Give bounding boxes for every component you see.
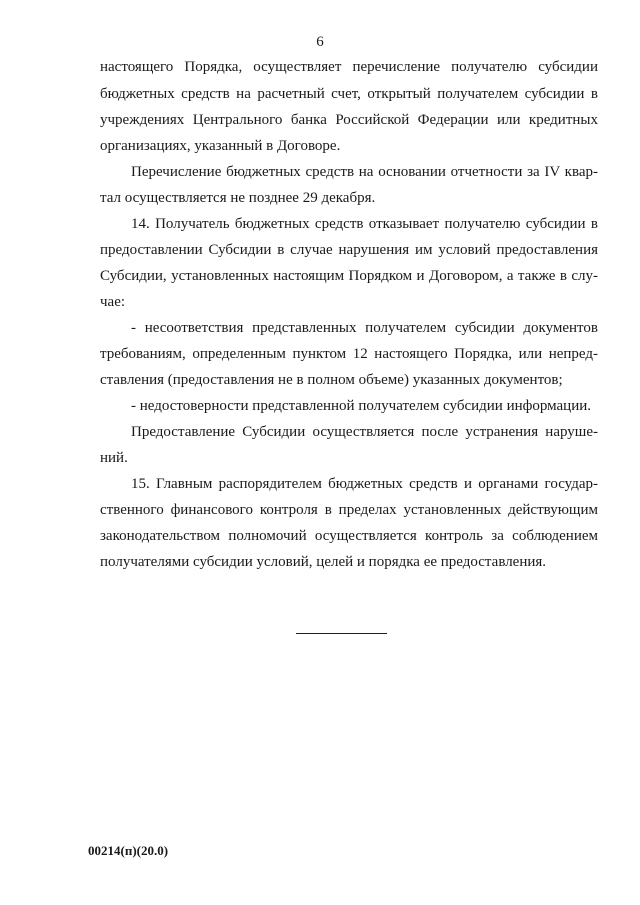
text-line: ственного финансового контроля в пределах установленных действующим [100,502,598,518]
text-line: требованиям, определенным пунктом 12 настоящего Порядка, или непред- [100,346,598,362]
text-line: получателями субсидии условий, целей и порядка ее предоставления. [100,554,547,570]
text-line: тал осуществляется не позднее 29 декабря. [100,190,376,206]
text-line: бюджетных средств на расчетный счет, открытый получателем субсидии в [100,86,598,102]
page-number: 6 [316,34,324,50]
text-line: - несоответствия представленных получателем субсидии документов [131,320,598,336]
document-code: 00214(п)(20.0) [88,843,169,858]
text-line: ний. [100,450,128,466]
text-line: чае: [100,294,126,310]
text-line: учреждениях Центрального банка Российской Федерации или кредитных [100,112,598,128]
text-line: предоставлении Субсидии в случае нарушения им условий предоставления [100,242,598,258]
text-line: 14. Получатель бюджетных средств отказывает получателю субсидии в [131,216,598,232]
text-line: Субсидии, установленных настоящим Порядком и Договором, а также в слу- [100,268,598,284]
text-line: 15. Главным распорядителем бюджетных средств и органами государ- [131,476,598,492]
text-line: настоящего Порядка, осуществляет перечисление получателю субсидии [100,59,598,75]
text-line: - недостоверности представленной получателем субсидии информации. [131,398,591,414]
text-line: ставления (предоставления не в полном объеме) указанных документов; [100,372,563,388]
text-line: Перечисление бюджетных средств на основании отчетности за IV квар- [131,164,598,180]
text-line: законодательством полномочий осуществляется контроль за соблюдением [100,528,598,544]
end-divider [296,633,387,634]
text-line: организациях, указанный в Договоре. [100,138,341,154]
text-line: Предоставление Субсидии осуществляется после устранения наруше- [131,424,598,440]
